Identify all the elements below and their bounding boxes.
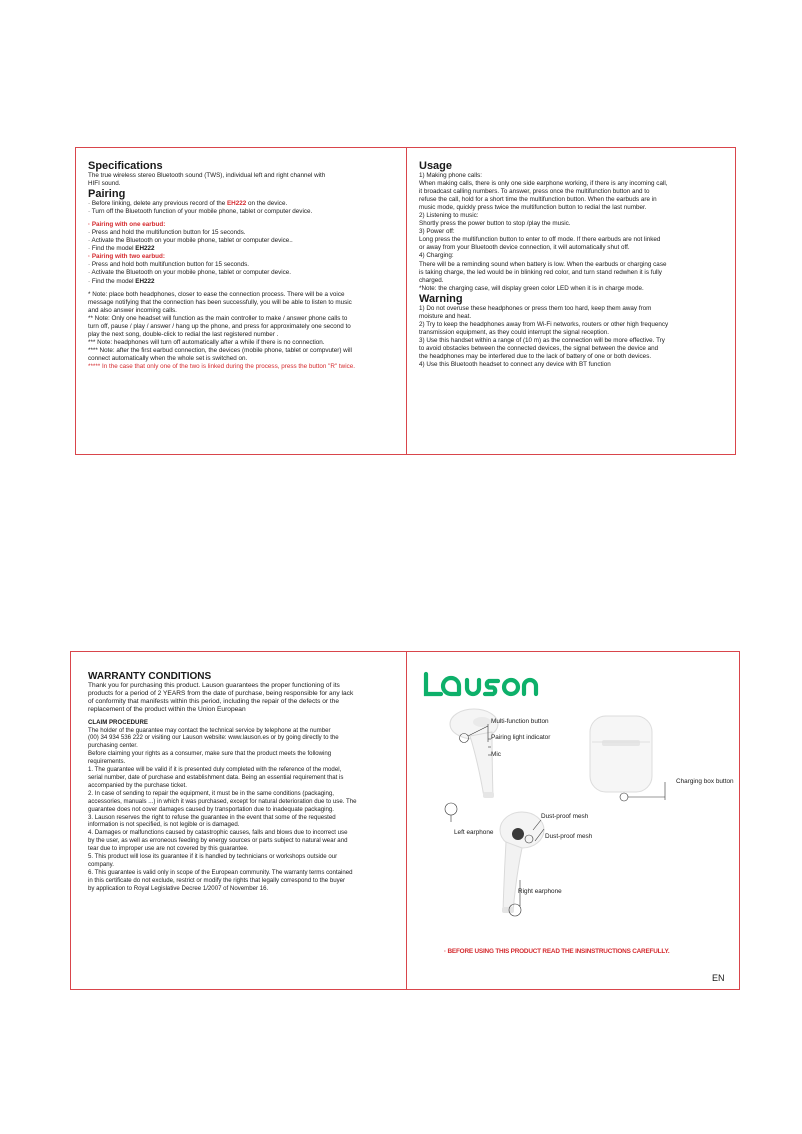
note-line: play the next song, double-click to redial the last registered number . <box>88 330 279 338</box>
usage-line: is taking charge, the led would be in blinking red color, and turn stand redwhen it is fully <box>419 268 662 276</box>
warning-line: transmission equipment, as they could interrupt the signal reception. <box>419 328 610 336</box>
specs-line: The true wireless stereo Bluetooth sound (TWS), individual left and right channel with <box>88 172 326 179</box>
usage-line: or away from your Bluetooth device connection, it will automatically shut off. <box>419 244 630 252</box>
claim-line: (00) 34 934 536 222 or visiting our Lauson website: www.lauson.es or by going directly to the <box>88 734 339 742</box>
label-dust-proof-2 <box>545 833 592 841</box>
warning-line: 3) Use this handset within a range of (10 m) as the connection will be more effective. Try <box>419 336 665 344</box>
warning-line: 2) Try to keep the headphones away from Wi-Fi networks, routers or other high frequency <box>419 320 669 328</box>
warranty-intro: of conformity that manifests within this period, including the repair of the defects or the <box>88 697 340 705</box>
usage-line: There will be a reminding sound when battery is low. When the earbuds or charging case <box>419 260 667 268</box>
specs-column <box>88 160 355 371</box>
warranty-column <box>88 671 357 893</box>
label-text: Dust-proof <box>541 813 571 820</box>
claim-line: serial number, date of purchase and establishment data. Being an essential requirement that is <box>88 773 344 781</box>
warranty-title: WARRANTY CONDITIONS <box>88 671 212 682</box>
claim-line: 1. The guarantee will be valid if it is presented duly completed with the reference of the model, <box>88 766 342 774</box>
pairing-one-line: · Activate the Bluetooth on your mobile phone, tablet or computer device.. <box>88 237 293 245</box>
lauson-logo-graphic <box>423 670 543 700</box>
top-divider <box>406 148 407 454</box>
pairing-one-line: · Press and hold the multifunction button for 15 seconds. <box>88 229 246 237</box>
label-left-earphone <box>454 829 493 837</box>
label-text: earphone <box>534 888 562 895</box>
pairing-find <box>88 278 355 286</box>
warning-line: the headphones may be interfered due to the lack of battery of one or both devices. <box>419 352 652 360</box>
usage-column <box>419 160 668 369</box>
pairing-intro-text: · Before linking, delete any previous record of the <box>88 200 227 208</box>
pairing-one-title: · Pairing with one earbud: <box>88 221 166 229</box>
model-bold: EH222 <box>135 277 155 285</box>
usage-title: Usage <box>419 160 453 172</box>
claim-line: purchasing center. <box>88 742 138 750</box>
claim-line: 4. Damages or malfunctions caused by catastrophic causes, falls and blows due to incorrect use <box>88 829 348 837</box>
claim-line: accompanied by the purchase ticket. <box>88 781 187 789</box>
claim-line: information is not specified, is not legible or is damaged. <box>88 821 240 829</box>
red-note-line: ***** In the case that only one of the two is linked during the process, press the button "R" twice. <box>88 362 355 370</box>
label-text: Mic <box>491 751 501 758</box>
note-line: *** Note: headphones will turn off automatically after a while if there is no connection. <box>88 338 325 346</box>
usage-line: Shortly press the power button to stop /play the music. <box>419 220 571 228</box>
model-bold: EH222 <box>135 245 155 253</box>
label-multi-function <box>491 718 549 726</box>
label-charging-box <box>676 778 734 786</box>
pairing-title: Pairing <box>88 188 126 201</box>
specs-line: HIFI sound. <box>88 180 121 188</box>
label-text: Pairing light <box>491 734 525 741</box>
usage-line: *Note: the charging case, will display green color LED when it is in charge mode. <box>419 284 644 292</box>
claim-line: in this certificate do not exclude, restrict or modify the rights that legally correspond to the buyer <box>88 876 346 884</box>
label-text: earphone <box>466 829 494 836</box>
usage-line: music mode, quickly press twice the multifunction button to redial the last number. <box>419 204 647 212</box>
right-earphone-image <box>500 812 544 913</box>
usage-line: 4) Charging: <box>419 252 454 260</box>
label-text: mesh <box>572 813 589 820</box>
claim-line: 2. In case of sending to repair the equipment, it must be in the same conditions (packaging, <box>88 789 334 797</box>
warranty-intro: Thank you for purchasing this product. Lauson guarantees the proper functioning of its <box>88 682 340 689</box>
label-text: Multi-function <box>491 718 530 725</box>
pairing-find <box>88 245 355 253</box>
label-text: Dust-proof <box>545 833 575 840</box>
claim-line: requirements. <box>88 758 126 766</box>
usage-line: 2) Listening to music: <box>419 212 479 220</box>
note-line: **** Note: after the first earbud connection, the devices (mobile phone, tablet or compvuter) will <box>88 346 352 354</box>
usage-line: refuse the call, hold for a short time the multifunction button. When the earbuds are in <box>419 196 657 204</box>
charging-case-image <box>590 716 652 792</box>
claim-line: company. <box>88 860 114 868</box>
warning-line: 1) Do not overuse these headphones or press them too hard, keep them away from <box>419 304 652 312</box>
usage-line: 3) Power off: <box>419 228 455 236</box>
note-line: * Note: place both headphones, closer to ease the connection process. There will be a voice <box>88 290 345 298</box>
warning-line: moisture and heat. <box>419 312 472 320</box>
pairing-intro <box>88 200 355 208</box>
warning-line: to avoid obstacles between the connected devices, the signal between the device and <box>419 344 659 352</box>
pairing-two-line: · Activate the Bluetooth on your mobile phone, tablet or computer device. <box>88 269 292 277</box>
claim-line: 5. This product will lose its guarantee if it is handled by technicians or workshops outside our <box>88 853 338 861</box>
label-text: button <box>715 778 734 785</box>
label-text: button <box>530 718 549 725</box>
label-right-earphone <box>518 888 562 896</box>
label-pairing-light <box>491 734 550 742</box>
label-text: Left <box>454 829 465 836</box>
claim-line: accessories, manuals ...) in which it was purchased, except for natural deterioration due to use. The <box>88 797 357 805</box>
warning-title: Warning <box>419 292 463 305</box>
label-text: box <box>703 778 715 785</box>
claim-title: CLAIM PROCEDURE <box>88 718 148 726</box>
specs-title: Specifications <box>88 160 163 172</box>
warning-line: 4) Use this Bluetooth headset to connect any device with BT function <box>419 361 611 369</box>
usage-line: 1) Making phone calls: <box>419 172 483 179</box>
usage-line: Long press the multifunction button to enter to off mode. If there earbuds are not linked <box>419 236 661 244</box>
label-text: Right <box>518 888 533 895</box>
warranty-intro: products for a period of 2 YEARS from the date of purchase, being responsible for any lack <box>88 689 354 697</box>
label-text: indicator <box>526 734 551 741</box>
find-text: · Find the model <box>88 277 136 285</box>
note-line: connect automatically when the whole set is switched on. <box>88 354 248 362</box>
language-code: EN <box>712 973 725 983</box>
pairing-intro-text: on the device. <box>246 200 288 208</box>
product-diagram <box>430 702 730 942</box>
label-text: Charging <box>676 778 702 785</box>
pairing-two-title: · Pairing with two earbud: <box>88 253 165 261</box>
claim-line: 3. Lauson reserves the right to refuse the guarantee in the event that some of the requested <box>88 813 336 821</box>
note-line: turn off, pause / play / answer / hang up the phone, and press for approximately one second to <box>88 322 351 330</box>
bottom-divider <box>406 652 407 989</box>
find-text: · Find the model <box>88 245 136 253</box>
before-use-notice: · BEFORE USING THIS PRODUCT READ THE INSINSTRUCTIONS CAREFULLY. <box>444 948 670 955</box>
note-line: ** Note: Only one headset will function as the main controller to make / answer phone calls to <box>88 314 348 322</box>
model-red: EH222 <box>226 200 247 208</box>
pairing-intro: · Turn off the Bluetooth function of your mobile phone, tablet or computer device. <box>88 208 313 216</box>
label-text: mesh <box>576 833 593 840</box>
note-line: and also answer incoming calls. <box>88 306 177 314</box>
warranty-intro: replacement of the product within the Union European <box>88 705 246 713</box>
label-mic <box>491 751 501 759</box>
usage-line: it broadcast calling numbers. To answer, press once the multifunction button and to <box>419 188 650 196</box>
pairing-two-line: · Press and hold both multifunction button for 15 seconds. <box>88 261 250 269</box>
usage-line: When making calls, there is only one side earphone working, if there is any incoming call, <box>419 180 668 188</box>
claim-line: by the user, as well as erroneous feeding by energy sources or parts subject to natural wear and <box>88 837 348 845</box>
claim-line: tear due to improper use are not covered by this guarantee. <box>88 845 249 853</box>
label-dust-proof-1 <box>541 813 588 821</box>
usage-line: charged. <box>419 276 444 284</box>
claim-line: 6. This guarantee is valid only in scope of the European community. The warranty terms contained <box>88 868 353 876</box>
claim-line: Before claiming your rights as a consumer, make sure that the product meets the following <box>88 750 332 758</box>
claim-line: guarantee does not cover damages caused by transportation due to inadequate packaging. <box>88 805 334 813</box>
note-line: message notifying that the connection has been successfully, you will be able to listen to music <box>88 298 352 306</box>
claim-line: by application to Royal Legislative Decree 1/2007 of November 16. <box>88 884 269 892</box>
claim-line: The holder of the guarantee may contact the technical service by telephone at the number <box>88 726 331 734</box>
